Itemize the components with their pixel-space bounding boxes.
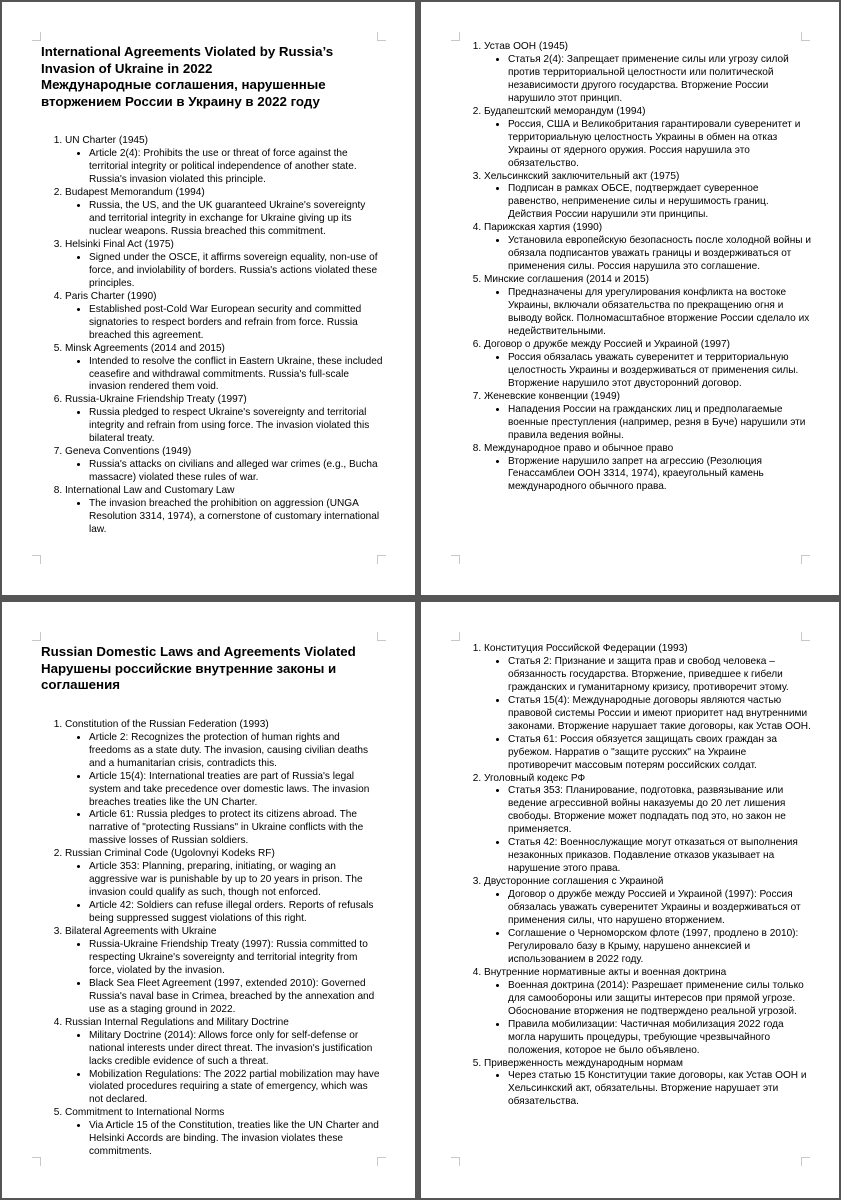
bullet-list <box>65 939 383 1017</box>
bullet-list <box>484 54 811 106</box>
bullet-list <box>484 889 811 967</box>
numbered-list <box>471 41 811 494</box>
bullet-list <box>65 200 383 239</box>
bullet-item: • Via Article 15 of the Constitution, treaties like the UN Charter and Helsinki Accords are binding. The invasion violates these commitments. <box>89 1120 383 1159</box>
bullet-item: • Russia-Ukraine Friendship Treaty (1997): Russia committed to respecting Ukraine's sovereignty and territorial integrity from force, violated by the invasion. <box>89 939 383 978</box>
item-heading: Будапештский меморандум (1994) <box>484 105 646 117</box>
item-heading: Minsk Agreements (2014 and 2015) <box>65 342 225 354</box>
page-title <box>41 44 383 110</box>
bullet-item: • Установила европейскую безопасность после холодной войны и обязала подписантов уважать границы и воздерживаться от применения силы. Россия нарушила это соглашение. <box>508 235 811 274</box>
item-heading: Международное право и обычное право <box>484 442 674 454</box>
bullet-list <box>65 1120 383 1159</box>
item-heading: Устав ООН (1945) <box>484 41 569 52</box>
list-item <box>484 274 811 339</box>
bullet-item: • Established post-Cold War European security and committed signatories to respect borders and refrain from force. Russia breached this agreement. <box>89 304 383 343</box>
item-heading: Конституция Российской Федерации (1993) <box>484 643 688 654</box>
crop-mark <box>32 1157 41 1166</box>
crop-mark <box>377 555 386 564</box>
list-item <box>65 848 383 926</box>
crop-mark <box>451 632 460 641</box>
item-heading: Женевские конвенции (1949) <box>484 390 620 402</box>
item-heading: Уголовный кодекс РФ <box>484 772 586 784</box>
crop-mark <box>451 32 460 41</box>
bullet-item: • Статья 2: Признание и защита прав и свобод человека – обязанность государства. Вторжение, приведшее к гибели гражданских и гуманитарному кризису, противоречит этому. <box>508 656 811 695</box>
bullet-list <box>484 287 811 339</box>
bullet-item: • Статья 42: Военнослужащие могут отказаться от выполнения незаконных приказов. Подавление отказов указывает на нарушение этого права. <box>508 837 811 876</box>
list-item <box>484 443 811 495</box>
list-item <box>65 1107 383 1159</box>
bullet-item: • Военная доктрина (2014): Разрешает применение силы только для самообороны или защиты интересов при прямой угрозе. Обоснование вторжения не подтверждено реальной угрозой. <box>508 980 811 1019</box>
item-heading: Russian Criminal Code (Ugolovnyi Kodeks RF) <box>65 848 275 860</box>
crop-mark <box>801 32 810 41</box>
list-item <box>484 391 811 443</box>
bullet-list <box>484 119 811 171</box>
bullet-item: • Military Doctrine (2014): Allows force only for self-defense or national interests under direct threat. The invasion's justification lacks credible evidence of such a threat. <box>89 1030 383 1069</box>
list-item <box>484 106 811 171</box>
crop-mark <box>801 1157 810 1166</box>
bullet-list <box>484 785 811 876</box>
item-heading: Приверженность международным нормам <box>484 1057 683 1069</box>
bullet-list <box>484 404 811 443</box>
item-heading: Договор о дружбе между Россией и Украиной (1997) <box>484 338 730 350</box>
numbered-list <box>41 135 383 537</box>
bullet-item: • Black Sea Fleet Agreement (1997, extended 2010): Governed Russia's naval base in Crimea, breached by the annexation and use as a staging ground in 2022. <box>89 978 383 1017</box>
list-item <box>65 343 383 395</box>
list-item <box>484 967 811 1058</box>
item-heading: Парижская хартия (1990) <box>484 222 603 234</box>
bullet-item: • Russia pledged to respect Ukraine's sovereignty and territorial integrity and refrain from using force. The invasion violated this bilateral treaty. <box>89 407 383 446</box>
bullet-item: • Статья 2(4): Запрещает применение силы или угрозу силой против территориальной целостности или политической независимости другого государства. Вторжение России нарушило этот принцип. <box>508 54 811 106</box>
bullet-list <box>484 980 811 1058</box>
item-heading: Хельсинкский заключительный акт (1975) <box>484 170 680 182</box>
bullet-list <box>484 352 811 391</box>
item-heading: Внутренние нормативные акты и военная доктрина <box>484 966 727 978</box>
bullet-list <box>484 183 811 222</box>
bullet-item: • Статья 353: Планирование, подготовка, развязывание или ведение агрессивной войны наказуемы до 20 лет лишения свободы. Вторжение может подпадать под это, но закон не применяется. <box>508 785 811 837</box>
crop-mark <box>801 632 810 641</box>
bullet-list <box>65 148 383 187</box>
list-item <box>484 41 811 106</box>
numbered-list <box>471 643 811 1109</box>
item-heading: Helsinki Final Act (1975) <box>65 239 174 250</box>
bullet-item: • Договор о дружбе между Россией и Украиной (1997): Россия обязалась уважать суверенитет Украины и воздерживаться от применения силы, что нарушено вторжением. <box>508 889 811 928</box>
bullet-item: • Russia's attacks on civilians and alleged war crimes (e.g., Bucha massacre) violated these rules of war. <box>89 459 383 485</box>
bullet-item: • Article 15(4): International treaties are part of Russia's legal system and take precedence over domestic laws. The invasion breaches treaties like the UN Charter. <box>89 771 383 810</box>
bullet-list <box>65 1030 383 1108</box>
list-item <box>484 1058 811 1110</box>
bullet-item: • Article 2(4): Prohibits the use or threat of force against the territorial integrity or political independence of another state. Russia's invasion violated this principle. <box>89 148 383 187</box>
crop-mark <box>451 1157 460 1166</box>
page-3 <box>2 602 415 1198</box>
page-content <box>471 643 811 1109</box>
bullet-item: • Статья 15(4): Международные договоры являются частью правовой системы России и имеют приоритет над внутренними законами. Вторжение нарушает такие договоры, как Устав ООН. <box>508 695 811 734</box>
bullet-list <box>484 235 811 274</box>
page-content <box>41 44 383 537</box>
bullet-item: • Через статью 15 Конституции такие договоры, как Устав ООН и Хельсинкский акт, обязательны. Вторжение нарушает эти обязательства. <box>508 1070 811 1109</box>
bullet-list <box>65 252 383 291</box>
page-content <box>471 41 811 494</box>
bullet-item: • Нападения России на гражданских лиц и предполагаемые военные преступления (например, резня в Буче) нарушили эти правила ведения войны. <box>508 404 811 443</box>
bullet-item: • Россия обязалась уважать суверенитет и территориальную целостность Украины и воздерживаться от применения силы. Вторжение нарушило этот двусторонний договор. <box>508 352 811 391</box>
bullet-item: • Intended to resolve the conflict in Eastern Ukraine, these included ceasefire and withdrawal commitments. Russia's full-scale invasion rendered them void. <box>89 356 383 395</box>
bullet-list <box>484 1070 811 1109</box>
bullet-item: • Статья 61: Россия обязуется защищать своих граждан за рубежом. Нарратив о "защите русских" на Украине противоречит массовым потерям российских солдат. <box>508 734 811 773</box>
page-2 <box>421 2 839 595</box>
title-english: International Agreements Violated by Russia’s Invasion of Ukraine in 2022 <box>41 44 334 76</box>
bullet-list <box>65 498 383 537</box>
item-heading: Geneva Conventions (1949) <box>65 446 192 458</box>
crop-mark <box>377 632 386 641</box>
bullet-list <box>65 407 383 446</box>
crop-mark <box>377 32 386 41</box>
bullet-item: • Article 353: Planning, preparing, initiating, or waging an aggressive war is punishable by up to 20 years in prison. The invasion could qualify as such, though not enforced. <box>89 861 383 900</box>
list-item <box>484 222 811 274</box>
bullet-item: • Article 42: Soldiers can refuse illegal orders. Reports of refusals being suppressed suggest violations of this right. <box>89 900 383 926</box>
title-english: Russian Domestic Laws and Agreements Violated <box>41 644 356 659</box>
item-heading: Paris Charter (1990) <box>65 290 157 302</box>
crop-mark <box>451 555 460 564</box>
item-heading: Russia-Ukraine Friendship Treaty (1997) <box>65 394 247 406</box>
list-item <box>484 339 811 391</box>
list-item <box>484 643 811 773</box>
list-item <box>484 773 811 877</box>
item-heading: Budapest Memorandum (1994) <box>65 187 205 199</box>
list-item <box>65 1017 383 1108</box>
list-item <box>65 926 383 1017</box>
list-item <box>65 291 383 343</box>
bullet-list <box>484 456 811 495</box>
bullet-item: • Подписан в рамках ОБСЕ, подтверждает суверенное равенство, неприменение силы и нерушимость границ. Действия России нарушили эти принципы. <box>508 183 811 222</box>
crop-mark <box>32 32 41 41</box>
page-content <box>41 644 383 1159</box>
bullet-item: • The invasion breached the prohibition on aggression (UNGA Resolution 3314, 1974), a cornerstone of customary international law. <box>89 498 383 537</box>
list-item <box>65 187 383 239</box>
title-russian: Международные соглашения, нарушенные вторжением России в Украину в 2022 году <box>41 77 326 109</box>
list-item <box>65 719 383 849</box>
list-item <box>65 394 383 446</box>
bullet-item: • Mobilization Regulations: The 2022 partial mobilization may have violated procedures requiring a state of emergency, which was not declared. <box>89 1069 383 1108</box>
page-title <box>41 644 383 694</box>
bullet-item: • Соглашение о Черноморском флоте (1997, продлено в 2010): Регулировало базу в Крыму, нарушено аннексией и использованием в 2022 году. <box>508 928 811 967</box>
title-russian: Нарушены российские внутренние законы и соглашения <box>41 660 337 693</box>
list-item <box>65 135 383 187</box>
numbered-list <box>41 719 383 1159</box>
bullet-item: • Article 2: Recognizes the protection of human rights and freedoms as a state duty. The invasion, causing civilian deaths and a humanitarian crisis, contradicts this. <box>89 732 383 771</box>
bullet-item: • Article 61: Russia pledges to protect its citizens abroad. The narrative of "protecting Russians" in Ukraine conflicts with the massive losses of Russian soldiers. <box>89 809 383 848</box>
item-heading: Constitution of the Russian Federation (1993) <box>65 718 269 730</box>
item-heading: International Law and Customary Law <box>65 485 235 497</box>
crop-mark <box>801 555 810 564</box>
list-item <box>484 171 811 223</box>
list-item <box>65 446 383 485</box>
crop-mark <box>32 555 41 564</box>
page-4 <box>421 602 839 1198</box>
bullet-list <box>65 459 383 485</box>
bullet-list <box>65 304 383 343</box>
page-1 <box>2 2 415 595</box>
item-heading: Минские соглашения (2014 и 2015) <box>484 274 649 286</box>
item-heading: Commitment to International Norms <box>65 1107 225 1119</box>
list-item <box>65 239 383 291</box>
item-heading: Двусторонние соглашения с Украиной <box>484 876 664 888</box>
list-item <box>484 876 811 967</box>
crop-mark <box>32 632 41 641</box>
item-heading: UN Charter (1945) <box>65 135 149 147</box>
bullet-item: • Правила мобилизации: Частичная мобилизация 2022 года могла нарушить процедуры, требующие чрезвычайного положения, которое не было объявлено. <box>508 1019 811 1058</box>
bullet-list <box>65 861 383 926</box>
bullet-item: • Russia, the US, and the UK guaranteed Ukraine's sovereignty and territorial integrity in exchange for Ukraine giving up its nuclear weapons. Russia breached this commitment. <box>89 200 383 239</box>
item-heading: Bilateral Agreements with Ukraine <box>65 926 217 938</box>
bullet-item: • Предназначены для урегулирования конфликта на востоке Украины, включали обязательства по прекращению огня и выводу войск. Полномасштабное вторжение России сделало их недействительными. <box>508 287 811 339</box>
bullet-list <box>65 732 383 849</box>
item-heading: Russian Internal Regulations and Military Doctrine <box>65 1016 289 1028</box>
bullet-item: • Signed under the OSCE, it affirms sovereign equality, non-use of force, and inviolability of borders. Russia's actions violated these principles. <box>89 252 383 291</box>
bullet-item: • Вторжение нарушило запрет на агрессию (Резолюция Генассамблеи ООН 3314, 1974), краеугольный камень международного обычного права. <box>508 456 811 495</box>
list-item <box>65 485 383 537</box>
bullet-list <box>65 356 383 395</box>
bullet-list <box>484 656 811 773</box>
bullet-item: • Россия, США и Великобритания гарантировали суверенитет и территориальную целостность Украины в обмен на отказ Украины от ядерного оружия. Россия нарушила это обязательство. <box>508 119 811 171</box>
